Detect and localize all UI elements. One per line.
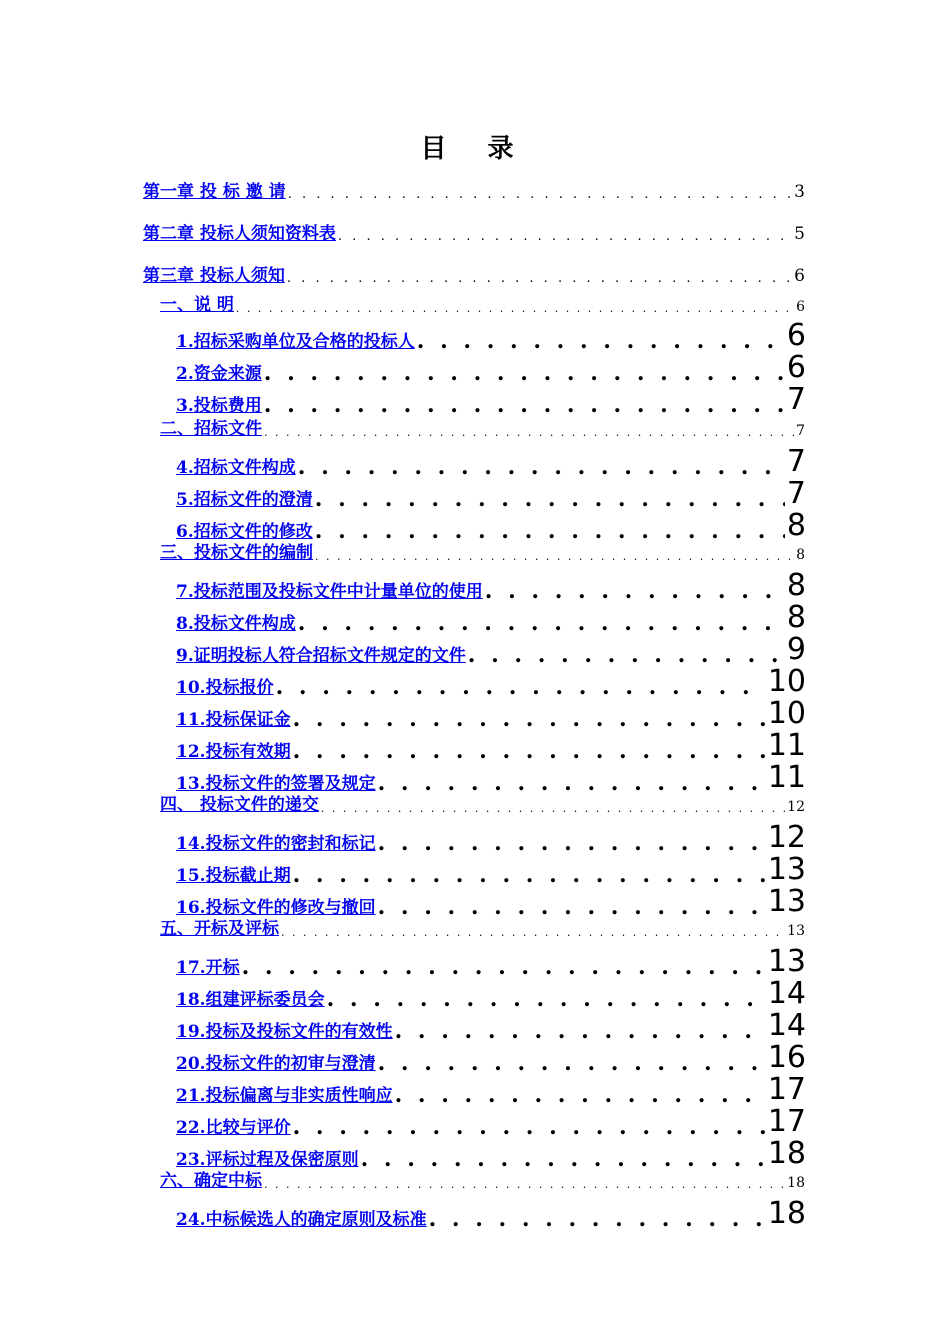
- toc-entry-link[interactable]: 投标费用: [193, 396, 262, 416]
- toc-page-number: 16: [767, 1042, 806, 1074]
- toc-entry-number[interactable]: 7.: [176, 582, 194, 602]
- toc-entry[interactable]: [176, 570, 806, 602]
- toc-entry[interactable]: [176, 946, 806, 978]
- toc-entry-link[interactable]: 资金来源: [193, 364, 262, 384]
- toc-entry[interactable]: [176, 886, 806, 918]
- toc-entry-link[interactable]: 投标及投标文件的有效性: [205, 1022, 393, 1042]
- toc-entry-link[interactable]: 投标文件的初审与澄清: [205, 1054, 376, 1074]
- toc-entry[interactable]: [176, 730, 806, 762]
- toc-entry-link[interactable]: 投标截止期: [205, 866, 291, 886]
- toc-entry[interactable]: [176, 602, 806, 634]
- toc-entry-number[interactable]: 11.: [176, 710, 206, 730]
- toc-page-number: 7: [786, 446, 806, 478]
- toc-page-number: 5: [794, 224, 805, 244]
- toc-entry[interactable]: [176, 1042, 806, 1074]
- dot-leader: [293, 708, 766, 730]
- dot-leader: [293, 864, 766, 886]
- dot-leader: [361, 1148, 766, 1170]
- toc-entry[interactable]: [176, 352, 806, 384]
- dot-leader: [468, 644, 785, 666]
- toc-entry-number[interactable]: 23.: [176, 1150, 206, 1170]
- toc-entry[interactable]: [176, 1074, 806, 1106]
- toc-page-number: 10: [767, 666, 806, 698]
- dot-leader: [298, 456, 785, 478]
- dot-leader: [276, 676, 766, 698]
- dot-leader: [264, 426, 794, 439]
- toc-entry-number[interactable]: 4.: [176, 458, 194, 478]
- dot-leader: [287, 271, 792, 286]
- toc-entry[interactable]: [176, 1106, 806, 1138]
- dot-leader: [321, 802, 785, 815]
- dot-leader: [281, 926, 785, 939]
- toc-entry-link[interactable]: 比较与评价: [205, 1118, 291, 1138]
- toc-page-number: 11: [767, 730, 806, 762]
- toc-entry-link[interactable]: 投标偏离与非实质性响应: [205, 1086, 393, 1106]
- dot-leader: [293, 740, 766, 762]
- dot-leader: [378, 896, 766, 918]
- toc-entry[interactable]: [176, 320, 806, 352]
- toc-page-number: 6: [786, 352, 806, 384]
- toc-entry-link[interactable]: 投标有效期: [205, 742, 291, 762]
- toc-entry-number[interactable]: 9.: [176, 646, 194, 666]
- toc-page-number: 8: [786, 510, 806, 542]
- dot-leader: [236, 302, 794, 315]
- toc-entry[interactable]: [176, 510, 806, 542]
- toc-entry-link[interactable]: 第二章 投标人须知资料表: [143, 224, 336, 244]
- toc-entry[interactable]: [176, 854, 806, 886]
- toc-page-number: 6: [796, 299, 805, 315]
- toc-page-number: 13: [767, 946, 806, 978]
- dot-leader: [298, 612, 785, 634]
- toc-entry-link[interactable]: 组建评标委员会: [205, 990, 325, 1010]
- dot-leader: [293, 1116, 766, 1138]
- toc-entry-number[interactable]: 3.: [176, 396, 194, 416]
- dot-leader: [395, 1084, 766, 1106]
- dot-leader: [264, 1178, 785, 1191]
- toc-page-number: 8: [786, 602, 806, 634]
- toc-entry[interactable]: [143, 178, 805, 202]
- toc-page-number: 14: [767, 1010, 806, 1042]
- toc-entry[interactable]: [160, 1169, 805, 1191]
- toc-page-number: 7: [786, 384, 806, 416]
- toc-entry-number[interactable]: 13.: [176, 774, 206, 794]
- toc-page-number: 6: [786, 320, 806, 352]
- toc-entry[interactable]: [176, 666, 806, 698]
- toc-page-number: 18: [767, 1198, 806, 1230]
- toc-page-number: 12: [767, 822, 806, 854]
- dot-leader: [378, 772, 766, 794]
- toc-entry[interactable]: [176, 698, 806, 730]
- toc-entry-number[interactable]: 22.: [176, 1118, 206, 1138]
- toc-entry-number[interactable]: 24.: [176, 1210, 206, 1230]
- toc-page-number: 8: [796, 547, 805, 563]
- dot-leader: [327, 988, 766, 1010]
- toc-page-number: 13: [787, 923, 805, 939]
- toc-page-number: 10: [767, 698, 806, 730]
- toc-entry-link[interactable]: 投标报价: [205, 678, 274, 698]
- dot-leader: [264, 362, 785, 384]
- toc-entry-link[interactable]: 开标: [205, 958, 240, 978]
- toc-entry-number[interactable]: 19.: [176, 1022, 206, 1042]
- toc-page-number: 13: [767, 854, 806, 886]
- toc-page-number: 7: [796, 423, 805, 439]
- toc-entry[interactable]: [176, 634, 806, 666]
- toc-entry-number[interactable]: 16.: [176, 898, 206, 918]
- toc-entry-number[interactable]: 10.: [176, 678, 206, 698]
- toc-entry-link[interactable]: 招标文件构成: [193, 458, 296, 478]
- toc-entry-link[interactable]: 中标候选人的确定原则及标准: [205, 1210, 427, 1230]
- toc-entry-number[interactable]: 18.: [176, 990, 206, 1010]
- dot-leader: [288, 187, 792, 202]
- toc-entry-number[interactable]: 8.: [176, 614, 194, 634]
- toc-entry[interactable]: [160, 293, 805, 315]
- toc-entry-number[interactable]: 15.: [176, 866, 206, 886]
- toc-page-number: 8: [786, 570, 806, 602]
- toc-entry-link[interactable]: 投标文件的密封和标记: [205, 834, 376, 854]
- toc-page-number: 3: [794, 182, 805, 202]
- toc-page-number: 6: [794, 266, 805, 286]
- toc-entry[interactable]: [176, 478, 806, 510]
- toc-entry-number[interactable]: 6.: [176, 522, 194, 542]
- toc-entry[interactable]: [160, 541, 805, 563]
- toc-entry[interactable]: [176, 384, 806, 416]
- toc-entry-number[interactable]: 5.: [176, 490, 194, 510]
- toc-entry-link[interactable]: 第一章 投 标 邀 请: [143, 182, 286, 202]
- toc-entry-link[interactable]: 投标保证金: [205, 710, 291, 730]
- dot-leader: [378, 832, 766, 854]
- toc-entry-link[interactable]: 五、开标及评标: [160, 919, 279, 939]
- toc-page-number: 11: [767, 762, 806, 794]
- toc-entry-link[interactable]: 第三章 投标人须知: [143, 266, 285, 286]
- toc-entry-link[interactable]: 投标范围及投标文件中计量单位的使用: [193, 582, 483, 602]
- toc-entry-link[interactable]: 六、确定中标: [160, 1171, 262, 1191]
- toc-page-number: 14: [767, 978, 806, 1010]
- dot-leader: [378, 1052, 766, 1074]
- toc-entry-link[interactable]: 二、招标文件: [160, 419, 262, 439]
- toc-entry-number[interactable]: 21.: [176, 1086, 206, 1106]
- toc-entry[interactable]: [143, 262, 805, 286]
- dot-leader: [315, 488, 785, 510]
- dot-leader: [485, 580, 785, 602]
- toc-entry-number[interactable]: 1.: [176, 332, 194, 352]
- toc-page-number: 18: [767, 1138, 806, 1170]
- toc-entry-link[interactable]: 投标文件的签署及规定: [205, 774, 376, 794]
- toc-entry-link[interactable]: 四、 投标文件的递交: [160, 795, 319, 815]
- dot-leader: [395, 1020, 766, 1042]
- toc-page-number: 12: [787, 799, 805, 815]
- toc-entry[interactable]: [176, 1198, 806, 1230]
- toc-entry[interactable]: [160, 793, 805, 815]
- dot-leader: [315, 550, 794, 563]
- toc-entry-number[interactable]: 14.: [176, 834, 206, 854]
- toc-page-number: 9: [786, 634, 806, 666]
- dot-leader: [242, 956, 766, 978]
- toc-entry-number[interactable]: 2.: [176, 364, 194, 384]
- toc-entry-number[interactable]: 20.: [176, 1054, 206, 1074]
- toc-entry-link[interactable]: 投标文件的修改与撤回: [205, 898, 376, 918]
- toc-page-number: 17: [767, 1074, 806, 1106]
- toc-page-number: 17: [767, 1106, 806, 1138]
- toc-page-number: 18: [787, 1175, 805, 1191]
- toc-title: 目 录: [420, 134, 530, 164]
- toc-entry-number[interactable]: 17.: [176, 958, 206, 978]
- toc-entry[interactable]: [176, 762, 806, 794]
- toc-entry[interactable]: [176, 822, 806, 854]
- toc-entry-link[interactable]: 招标采购单位及合格的投标人: [193, 332, 415, 352]
- toc-entry[interactable]: [176, 1138, 806, 1170]
- dot-leader: [264, 394, 785, 416]
- dot-leader: [429, 1208, 766, 1230]
- toc-entry-link[interactable]: 证明投标人符合招标文件规定的文件: [193, 646, 466, 666]
- toc-entry[interactable]: [160, 917, 805, 939]
- toc-entry[interactable]: [176, 1010, 806, 1042]
- toc-entry-link[interactable]: 招标文件的澄清: [193, 490, 313, 510]
- toc-entry[interactable]: [176, 446, 806, 478]
- toc-entry-link[interactable]: 三、投标文件的编制: [160, 543, 313, 563]
- toc-entry-link[interactable]: 投标文件构成: [193, 614, 296, 634]
- dot-leader: [338, 229, 792, 244]
- toc-entry[interactable]: [143, 220, 805, 244]
- toc-page-number: 13: [767, 886, 806, 918]
- toc-entry-link[interactable]: 评标过程及保密原则: [205, 1150, 359, 1170]
- toc-entry[interactable]: [160, 417, 805, 439]
- toc-entry-link[interactable]: 招标文件的修改: [193, 522, 313, 542]
- toc-entry[interactable]: [176, 978, 806, 1010]
- toc-entry-link[interactable]: 一、说 明: [160, 295, 234, 315]
- dot-leader: [417, 330, 785, 352]
- toc-page-number: 7: [786, 478, 806, 510]
- dot-leader: [315, 520, 785, 542]
- toc-entry-number[interactable]: 12.: [176, 742, 206, 762]
